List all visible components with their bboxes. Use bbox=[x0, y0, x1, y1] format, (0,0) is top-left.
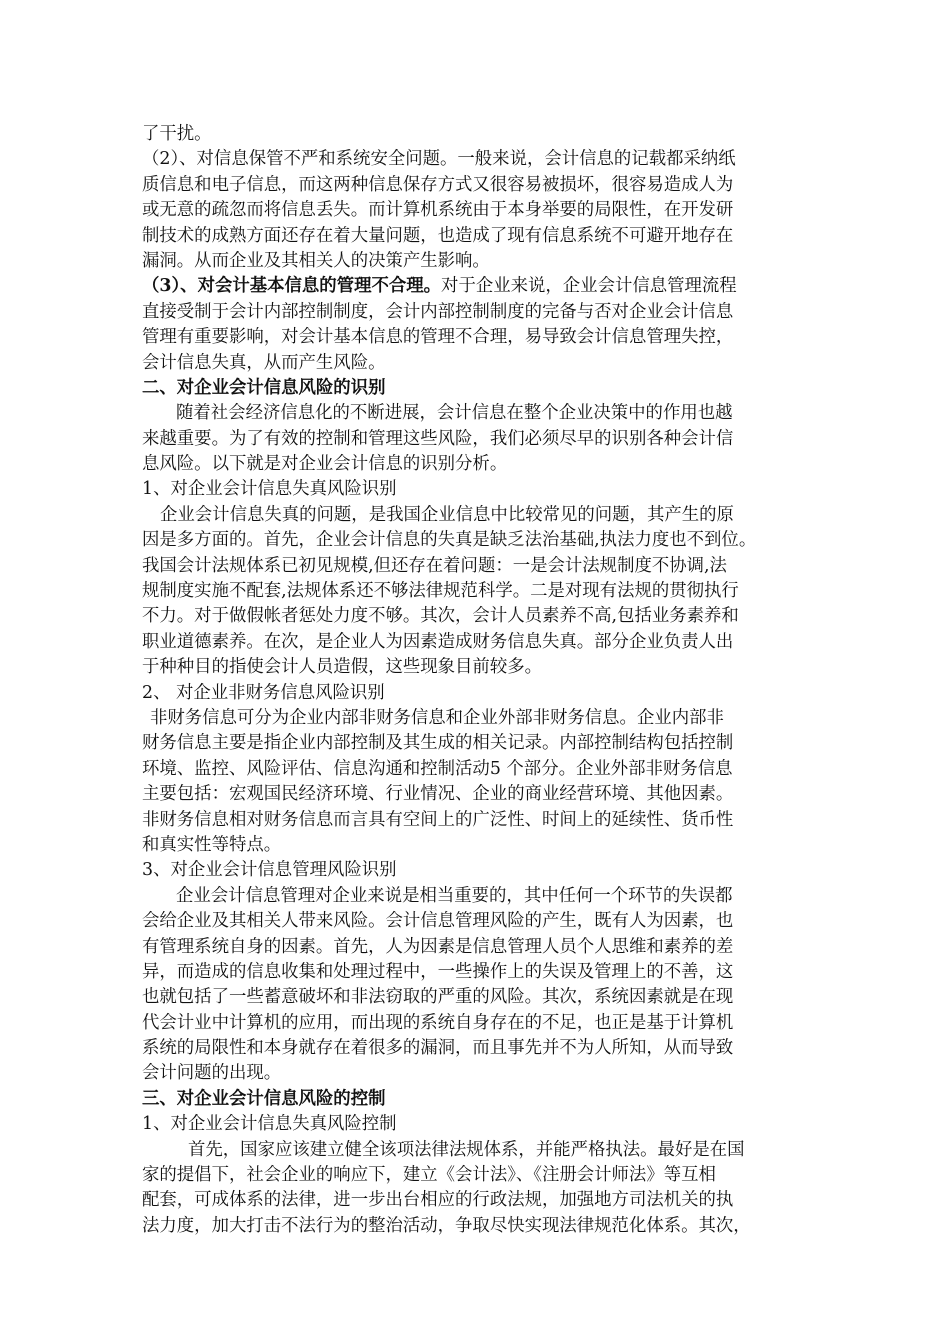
paragraph-line: 配套，可成体系的法律，进一步出台相应的行政法规，加强地方司法机关的执 bbox=[142, 1190, 734, 1211]
paragraph-line: 质信息和电子信息，而这两种信息保存方式又很容易被损坏，很容易造成人为 bbox=[142, 174, 734, 195]
paragraph-line: 代会计业中计算机的应用，而出现的系统自身存在的不足，也正是基于计算机 bbox=[142, 1012, 734, 1033]
paragraph-line: 有管理系统自身的因素。首先，人为因素是信息管理人员个人思维和素养的差 bbox=[142, 936, 734, 957]
paragraph-line: 职业道德素养。在次，是企业人为因素造成财务信息失真。部分企业负责人出 bbox=[142, 631, 734, 652]
subsection-heading: 3、对企业会计信息管理风险识别 bbox=[142, 860, 397, 881]
paragraph-line: 非财务信息相对财务信息而言具有空间上的广泛性、时间上的延续性、货币性 bbox=[142, 809, 734, 830]
subsection-heading: 1、对企业会计信息失真风险控制 bbox=[142, 1114, 397, 1135]
paragraph-line: 环境、监控、风险评估、信息沟通和控制活动5 个部分。企业外部非财务信息 bbox=[142, 758, 733, 779]
paragraph-line: 企业会计信息管理对企业来说是相当重要的，其中任何一个环节的失误都 bbox=[176, 885, 733, 906]
paragraph-line: 非财务信息可分为企业内部非财务信息和企业外部非财务信息。企业内部非 bbox=[150, 707, 724, 728]
paragraph-line: 家的提倡下，社会企业的响应下，建立《会计法》、《注册会计师法》等互相 bbox=[142, 1165, 716, 1186]
paragraph-line: 管理有重要影响，对会计基本信息的管理不合理，易导致会计信息管理失控， bbox=[142, 327, 734, 348]
paragraph-line: 异，而造成的信息收集和处理过程中，一些操作上的失误及管理上的不善，这 bbox=[142, 961, 734, 982]
paragraph-line: 来越重要。为了有效的控制和管理这些风险，我们必须尽早的识别各种会计信 bbox=[142, 428, 734, 449]
document-body bbox=[142, 122, 822, 1239]
paragraph-line: 直接受制于会计内部控制制度，会计内部控制制度的完备与否对企业会计信息 bbox=[142, 301, 734, 322]
paragraph-line: 会给企业及其相关人带来风险。会计信息管理风险的产生，既有人为因素，也 bbox=[142, 911, 734, 932]
paragraph-line: 系统的局限性和本身就存在着很多的漏洞，而且事先并不为人所知，从而导致 bbox=[142, 1038, 734, 1059]
paragraph-line: 和真实性等特点。 bbox=[142, 834, 282, 855]
paragraph-line: 于种种目的指使会计人员造假，这些现象目前较多。 bbox=[142, 657, 542, 678]
paragraph-line: 了干扰。 bbox=[142, 124, 212, 144]
paragraph-line: 也就包括了一些蓄意破坏和非法窃取的严重的风险。其次，系统因素就是在现 bbox=[142, 987, 734, 1008]
paragraph-line: 不力。对于做假帐者惩处力度不够。其次，会计人员素养不高,包括业务素养和 bbox=[142, 606, 739, 627]
paragraph-line: 首先，国家应该建立健全该项法律法规体系，并能严格执法。最好是在国 bbox=[188, 1139, 745, 1160]
paragraph-line: 漏洞。从而企业及其相关人的决策产生影响。 bbox=[142, 250, 490, 271]
paragraph-line: 制技术的成熟方面还存在着大量问题，也造成了现有信息系统不可避开地存在 bbox=[142, 225, 734, 246]
section-heading: 二、对企业会计信息风险的识别 bbox=[142, 377, 386, 398]
paragraph-line: 会计问题的出现。 bbox=[142, 1063, 282, 1084]
paragraph-line: 因是多方面的。首先，企业会计信息的失真是缺乏法治基础,执法力度也不到位。 bbox=[142, 530, 757, 551]
paragraph-line: 随着社会经济信息化的不断进展，会计信息在整个企业决策中的作用也越 bbox=[176, 403, 733, 424]
paragraph-line: 息风险。以下就是对企业会计信息的识别分析。 bbox=[142, 454, 508, 475]
paragraph-line: 会计信息失真，从而产生风险。 bbox=[142, 352, 386, 373]
paragraph-line: 财务信息主要是指企业内部控制及其生成的相关记录。内部控制结构包括控制 bbox=[142, 733, 734, 754]
paragraph-line: 法力度，加大打击不法行为的整治活动，争取尽快实现法律规范化体系。其次， bbox=[142, 1215, 751, 1236]
paragraph-line: 企业会计信息失真的问题，是我国企业信息中比较常见的问题，其产生的原 bbox=[160, 504, 734, 525]
paragraph-first-line bbox=[142, 274, 822, 299]
section-heading: 三、对企业会计信息风险的控制 bbox=[142, 1088, 386, 1109]
paragraph-line: 规制度实施不配套,法规体系还不够法律规范科学。二是对现有法规的贯彻执行 bbox=[142, 581, 739, 602]
subsection-heading: 2、 对企业非财务信息风险识别 bbox=[142, 682, 385, 703]
subsection-heading: 1、对企业会计信息失真风险识别 bbox=[142, 479, 397, 500]
item-lead-rest: 对于企业来说，企业会计信息管理流程 bbox=[441, 276, 737, 297]
paragraph-line: 或无意的疏忽而将信息丢失。而计算机系统由于本身举要的局限性，在开发研 bbox=[142, 200, 734, 221]
paragraph-line: 主要包括：宏观国民经济环境、行业情况、企业的商业经营环境、其他因素。 bbox=[142, 784, 734, 805]
paragraph-line: 我国会计法规体系已初见规模,但还存在着问题：一是会计法规制度不协调,法 bbox=[142, 555, 727, 576]
item-lead-bold: （3）、对会计基本信息的管理不合理。 bbox=[142, 276, 442, 297]
paragraph-line: （2）、对信息保管不严和系统安全问题。一般来说，会计信息的记载都采纳纸 bbox=[142, 149, 736, 170]
